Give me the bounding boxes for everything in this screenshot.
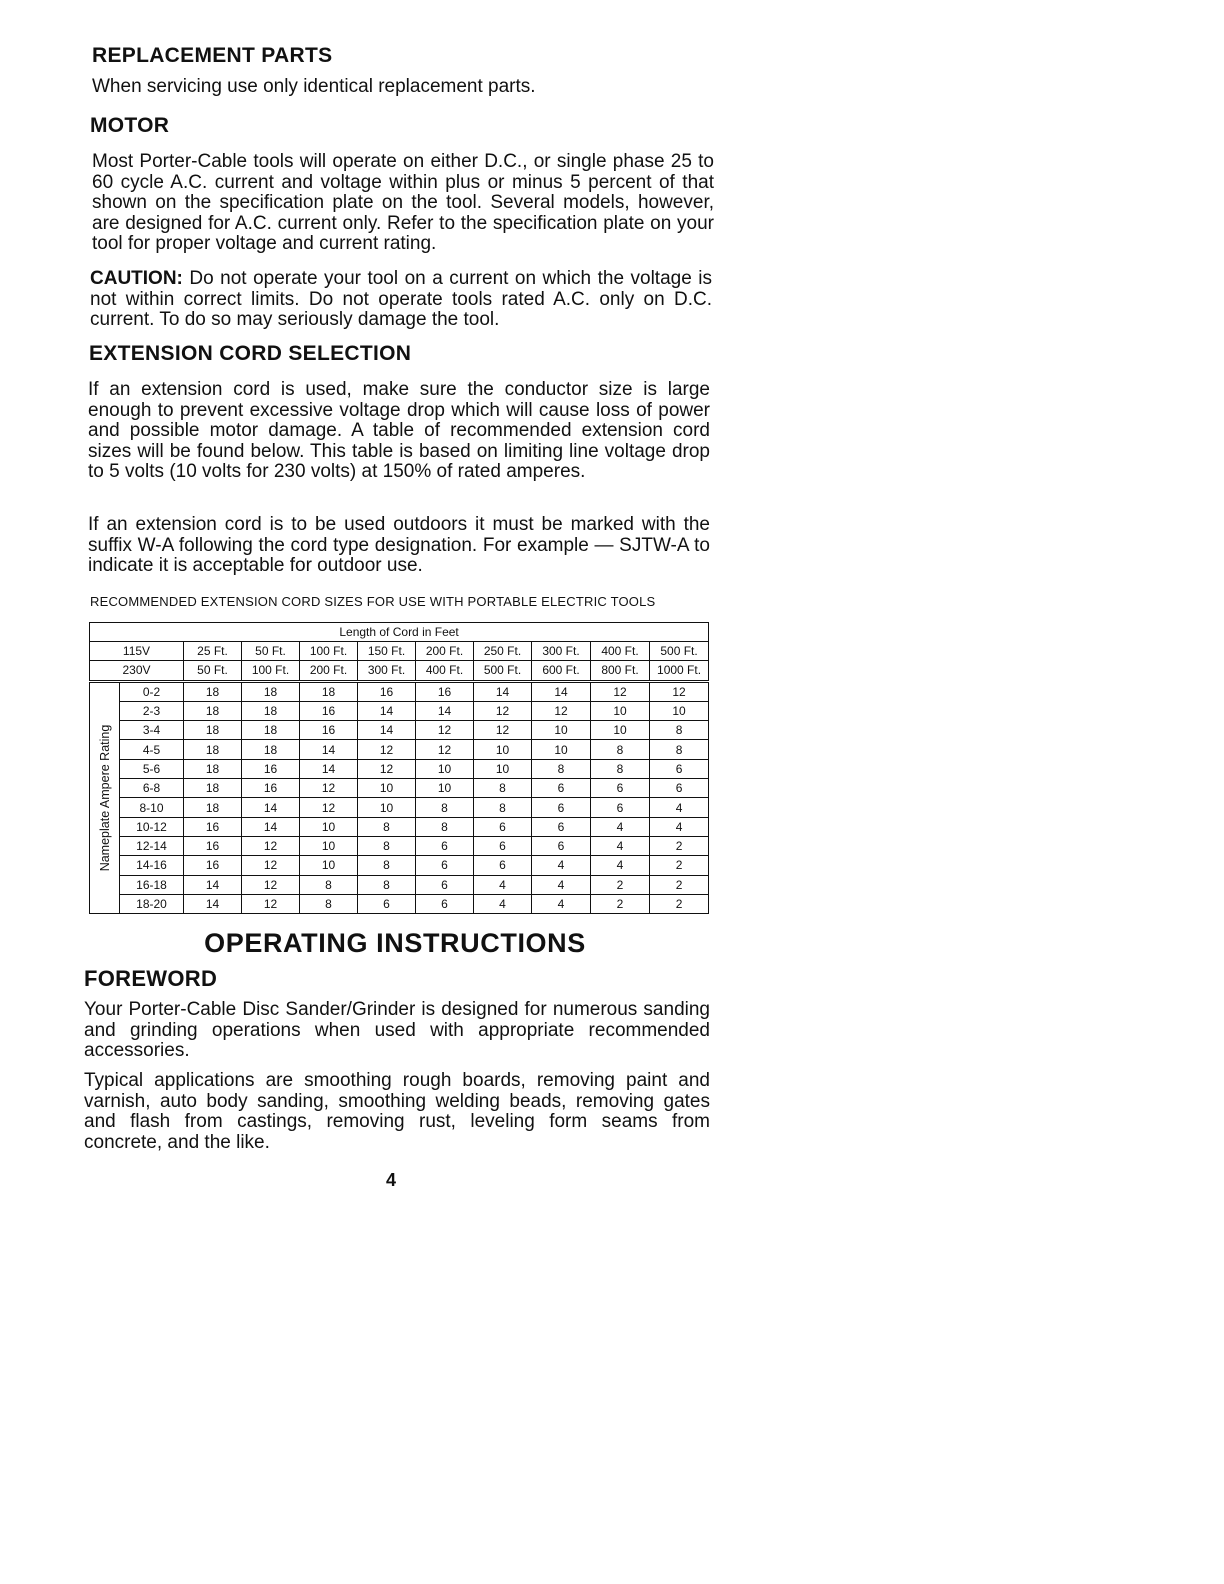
gauge-cell: 16 xyxy=(242,779,300,798)
gauge-cell: 10 xyxy=(650,701,709,720)
gauge-cell: 6 xyxy=(532,836,591,855)
230v-length-cell: 1000 Ft. xyxy=(650,661,709,681)
gauge-cell: 6 xyxy=(591,798,650,817)
motor-heading: MOTOR xyxy=(90,114,170,137)
table-row xyxy=(90,875,709,894)
gauge-cell: 6 xyxy=(416,836,474,855)
gauge-cell: 14 xyxy=(242,798,300,817)
gauge-cell: 16 xyxy=(242,759,300,778)
ampere-range-cell: 8-10 xyxy=(120,798,184,817)
gauge-cell: 12 xyxy=(242,836,300,855)
gauge-cell: 6 xyxy=(650,759,709,778)
gauge-cell: 16 xyxy=(184,836,242,855)
ampere-range-cell: 14-16 xyxy=(120,856,184,875)
ampere-range-cell: 12-14 xyxy=(120,836,184,855)
gauge-cell: 12 xyxy=(242,894,300,913)
gauge-cell: 14 xyxy=(300,740,358,759)
115v-length-cell: 25 Ft. xyxy=(184,642,242,661)
115v-length-cell: 100 Ft. xyxy=(300,642,358,661)
gauge-cell: 16 xyxy=(300,721,358,740)
gauge-cell: 6 xyxy=(474,836,532,855)
gauge-cell: 10 xyxy=(300,856,358,875)
ampere-range-cell: 16-18 xyxy=(120,875,184,894)
table-row xyxy=(90,759,709,778)
115v-length-cell: 200 Ft. xyxy=(416,642,474,661)
voltage-row-115v xyxy=(90,642,709,661)
gauge-cell: 2 xyxy=(650,894,709,913)
gauge-cell: 18 xyxy=(184,798,242,817)
caution-paragraph xyxy=(90,269,712,331)
gauge-cell: 16 xyxy=(358,681,416,701)
page-number: 4 xyxy=(386,1170,397,1190)
gauge-cell: 12 xyxy=(532,701,591,720)
gauge-cell: 8 xyxy=(591,740,650,759)
ampere-range-cell: 4-5 xyxy=(120,740,184,759)
gauge-cell: 2 xyxy=(591,894,650,913)
ampere-range-cell: 0-2 xyxy=(120,681,184,701)
115v-length-cell: 250 Ft. xyxy=(474,642,532,661)
gauge-cell: 8 xyxy=(358,875,416,894)
gauge-cell: 6 xyxy=(416,894,474,913)
gauge-cell: 2 xyxy=(591,875,650,894)
gauge-cell: 14 xyxy=(300,759,358,778)
gauge-cell: 4 xyxy=(532,875,591,894)
gauge-cell: 12 xyxy=(474,721,532,740)
115v-length-cell: 150 Ft. xyxy=(358,642,416,661)
115v-length-cell: 500 Ft. xyxy=(650,642,709,661)
replacement-parts-heading: REPLACEMENT PARTS xyxy=(92,44,333,67)
gauge-cell: 10 xyxy=(358,779,416,798)
ampere-range-cell: 3-4 xyxy=(120,721,184,740)
gauge-cell: 18 xyxy=(184,681,242,701)
115v-length-cell: 50 Ft. xyxy=(242,642,300,661)
115v-length-cell: 400 Ft. xyxy=(591,642,650,661)
gauge-cell: 8 xyxy=(650,740,709,759)
gauge-cell: 8 xyxy=(300,894,358,913)
gauge-cell: 4 xyxy=(650,817,709,836)
table-row xyxy=(90,798,709,817)
gauge-cell: 14 xyxy=(532,681,591,701)
gauge-cell: 16 xyxy=(184,856,242,875)
gauge-cell: 8 xyxy=(416,817,474,836)
ampere-rating-label-cell xyxy=(90,681,120,914)
gauge-cell: 18 xyxy=(184,779,242,798)
gauge-cell: 6 xyxy=(532,798,591,817)
gauge-cell: 10 xyxy=(532,721,591,740)
table-row xyxy=(90,836,709,855)
gauge-cell: 16 xyxy=(300,701,358,720)
gauge-cell: 14 xyxy=(242,817,300,836)
gauge-cell: 14 xyxy=(184,875,242,894)
230v-length-cell: 100 Ft. xyxy=(242,661,300,681)
gauge-cell: 8 xyxy=(358,817,416,836)
caution-text: Do not operate your tool on a current on which the voltage is not within correct limits. Do not operate tools rated A.C. only on D.C. current. To do so may seriously damage the tool. xyxy=(90,268,712,330)
gauge-cell: 14 xyxy=(358,721,416,740)
gauge-cell: 8 xyxy=(474,779,532,798)
gauge-cell: 10 xyxy=(474,759,532,778)
gauge-cell: 8 xyxy=(474,798,532,817)
foreword-heading: FOREWORD xyxy=(84,966,218,991)
gauge-cell: 8 xyxy=(650,721,709,740)
gauge-cell: 18 xyxy=(184,740,242,759)
gauge-cell: 18 xyxy=(242,701,300,720)
gauge-cell: 8 xyxy=(532,759,591,778)
table-row xyxy=(90,701,709,720)
table-row xyxy=(90,721,709,740)
replacement-parts-text: When servicing use only identical replacement parts. xyxy=(92,76,536,97)
gauge-cell: 12 xyxy=(242,856,300,875)
230v-length-cell: 600 Ft. xyxy=(532,661,591,681)
extension-cord-text-2: If an extension cord is to be used outdoors it must be marked with the suffix W-A following the cord type designation. For example — SJTW-A to indicate it is acceptable for outdoor use. xyxy=(88,514,710,576)
115v-voltage-label: 115V xyxy=(90,642,184,661)
gauge-cell: 18 xyxy=(184,721,242,740)
table-row xyxy=(90,856,709,875)
gauge-cell: 14 xyxy=(416,701,474,720)
gauge-cell: 12 xyxy=(242,875,300,894)
gauge-cell: 2 xyxy=(650,836,709,855)
voltage-row-230v xyxy=(90,661,709,681)
gauge-cell: 8 xyxy=(591,759,650,778)
gauge-cell: 10 xyxy=(591,701,650,720)
foreword-text-2: Typical applications are smoothing rough boards, removing paint and varnish, auto body sanding, smoothing welding beads, removing gates and flash from castings, removing rust, leveling form seams from concrete, and the like. xyxy=(84,1070,710,1153)
gauge-cell: 12 xyxy=(650,681,709,701)
gauge-cell: 4 xyxy=(591,817,650,836)
gauge-cell: 4 xyxy=(532,894,591,913)
table-row xyxy=(90,740,709,759)
gauge-cell: 12 xyxy=(591,681,650,701)
gauge-cell: 4 xyxy=(591,836,650,855)
230v-voltage-label: 230V xyxy=(90,661,184,681)
gauge-cell: 4 xyxy=(532,856,591,875)
gauge-cell: 10 xyxy=(416,759,474,778)
ampere-range-cell: 18-20 xyxy=(120,894,184,913)
gauge-cell: 2 xyxy=(650,856,709,875)
gauge-cell: 18 xyxy=(242,681,300,701)
extension-cord-heading: EXTENSION CORD SELECTION xyxy=(89,342,412,365)
230v-length-cell: 800 Ft. xyxy=(591,661,650,681)
gauge-cell: 10 xyxy=(591,721,650,740)
gauge-cell: 12 xyxy=(300,779,358,798)
ampere-range-cell: 10-12 xyxy=(120,817,184,836)
gauge-cell: 18 xyxy=(242,721,300,740)
gauge-cell: 6 xyxy=(358,894,416,913)
table-row xyxy=(90,779,709,798)
extension-cord-table xyxy=(89,622,709,914)
motor-text: Most Porter-Cable tools will operate on either D.C., or single phase 25 to 60 cycle A.C. current and voltage within plus or minus 5 percent of that shown on the specification plate on the tool. Several models, however, are designed for A.C. current only. Refer to the specification plate on your tool for proper voltage and current rating. xyxy=(92,151,714,254)
gauge-cell: 18 xyxy=(242,740,300,759)
gauge-cell: 12 xyxy=(416,740,474,759)
gauge-cell: 10 xyxy=(300,836,358,855)
caution-label: CAUTION: xyxy=(90,268,183,289)
gauge-cell: 6 xyxy=(416,856,474,875)
230v-length-cell: 300 Ft. xyxy=(358,661,416,681)
table-row xyxy=(90,894,709,913)
gauge-cell: 16 xyxy=(416,681,474,701)
gauge-cell: 12 xyxy=(300,798,358,817)
gauge-cell: 16 xyxy=(184,817,242,836)
ampere-range-cell: 6-8 xyxy=(120,779,184,798)
ampere-range-cell: 5-6 xyxy=(120,759,184,778)
gauge-cell: 12 xyxy=(416,721,474,740)
length-header-row xyxy=(90,623,709,642)
gauge-cell: 6 xyxy=(532,817,591,836)
gauge-cell: 14 xyxy=(358,701,416,720)
length-header: Length of Cord in Feet xyxy=(90,623,709,642)
gauge-cell: 4 xyxy=(474,894,532,913)
230v-length-cell: 500 Ft. xyxy=(474,661,532,681)
gauge-cell: 6 xyxy=(474,856,532,875)
gauge-cell: 12 xyxy=(358,759,416,778)
gauge-cell: 12 xyxy=(474,701,532,720)
gauge-cell: 10 xyxy=(532,740,591,759)
gauge-cell: 18 xyxy=(184,759,242,778)
gauge-cell: 18 xyxy=(184,701,242,720)
230v-length-cell: 200 Ft. xyxy=(300,661,358,681)
table-row xyxy=(90,681,709,701)
230v-length-cell: 400 Ft. xyxy=(416,661,474,681)
gauge-cell: 10 xyxy=(474,740,532,759)
gauge-cell: 14 xyxy=(184,894,242,913)
gauge-cell: 8 xyxy=(358,836,416,855)
gauge-cell: 2 xyxy=(650,875,709,894)
gauge-cell: 18 xyxy=(300,681,358,701)
230v-length-cell: 50 Ft. xyxy=(184,661,242,681)
gauge-cell: 6 xyxy=(532,779,591,798)
gauge-cell: 6 xyxy=(591,779,650,798)
operating-instructions-title: OPERATING INSTRUCTIONS xyxy=(204,928,586,958)
gauge-cell: 8 xyxy=(416,798,474,817)
gauge-cell: 12 xyxy=(358,740,416,759)
gauge-cell: 14 xyxy=(474,681,532,701)
gauge-cell: 6 xyxy=(474,817,532,836)
gauge-cell: 10 xyxy=(416,779,474,798)
115v-length-cell: 300 Ft. xyxy=(532,642,591,661)
gauge-cell: 6 xyxy=(416,875,474,894)
gauge-cell: 8 xyxy=(358,856,416,875)
gauge-cell: 4 xyxy=(650,798,709,817)
foreword-text-1: Your Porter-Cable Disc Sander/Grinder is designed for numerous sanding and grinding operations when used with appropriate recommended accessories. xyxy=(84,999,710,1061)
gauge-cell: 10 xyxy=(358,798,416,817)
gauge-cell: 6 xyxy=(650,779,709,798)
gauge-cell: 4 xyxy=(474,875,532,894)
gauge-cell: 10 xyxy=(300,817,358,836)
gauge-cell: 8 xyxy=(300,875,358,894)
table-caption: RECOMMENDED EXTENSION CORD SIZES FOR USE WITH PORTABLE ELECTRIC TOOLS xyxy=(90,594,656,609)
ampere-rating-label: Nameplate Ampere Rating xyxy=(97,724,112,872)
table-row xyxy=(90,817,709,836)
ampere-range-cell: 2-3 xyxy=(120,701,184,720)
extension-cord-text-1: If an extension cord is used, make sure the conductor size is large enough to prevent excessive voltage drop which will cause loss of power and possible motor damage. A table of recommended extension cord sizes will be found below. This table is based on limiting line voltage drop to 5 volts (10 volts for 230 volts) at 150% of rated amperes. xyxy=(88,379,710,482)
gauge-cell: 4 xyxy=(591,856,650,875)
